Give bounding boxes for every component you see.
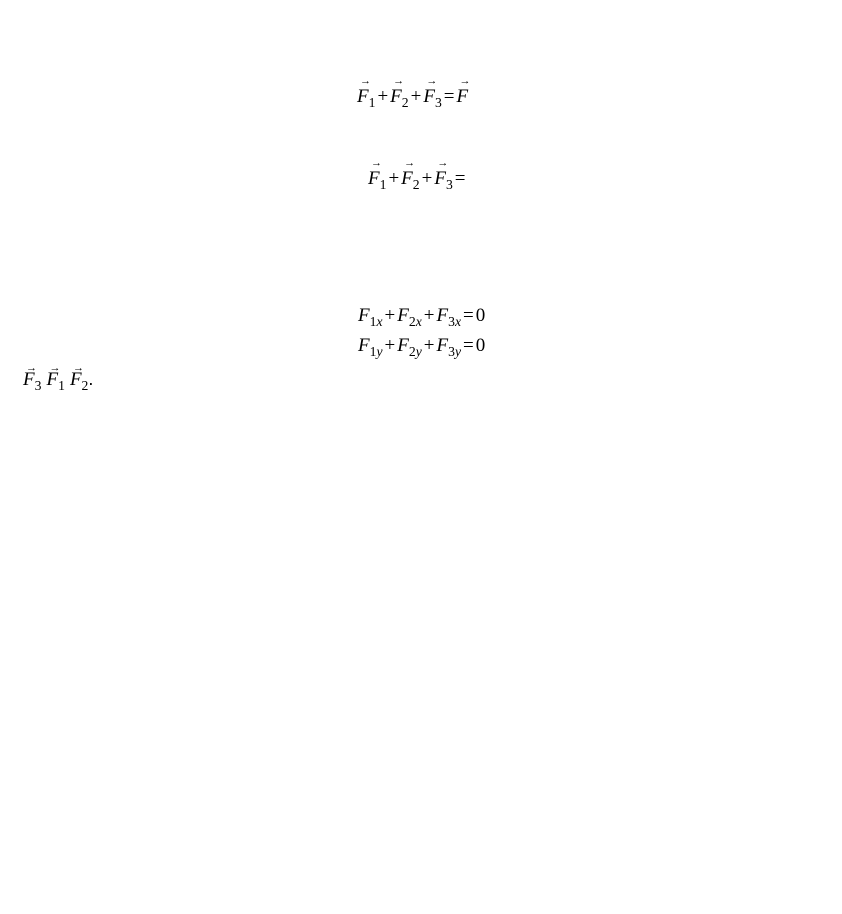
y-component-equation: $F_{1y} + F_{2y} + F_{3y} = 0$ — [358, 335, 486, 359]
instruction-paragraph: → $F_3 \to F_1 \to F_2$. — [23, 364, 833, 401]
x-component-equation: $F_{1x} + F_{2x} + F_{3x} = 0$ — [358, 305, 486, 329]
balanced-equation: → $F_1 +\to F_2 +\to F_3$ = — [368, 168, 468, 193]
net-force-equation: → $F_1 +\to F_2 +\to F_3 =\to F$ — [357, 86, 468, 111]
